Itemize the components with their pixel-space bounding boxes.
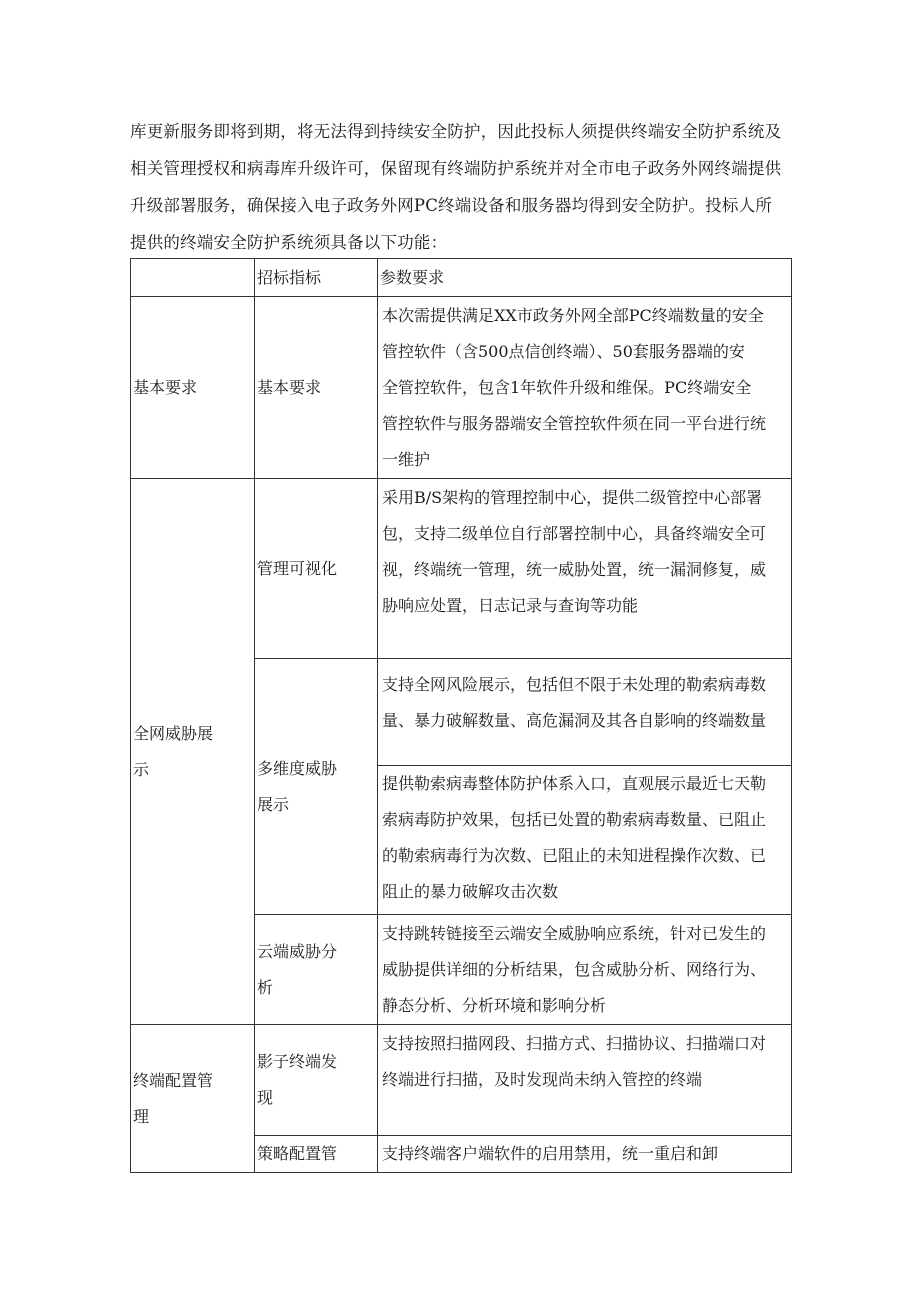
requirement-line: 提供勒索病毒整体防护体系入口，直观展示最近七天勒: [382, 774, 767, 793]
indicator-cell: [255, 915, 378, 1025]
indicator-line: 现: [257, 1088, 274, 1107]
requirement-line: 管控软件与服务器端安全管控软件须在同一平台进行统: [382, 414, 767, 433]
category-line: 终端配置管: [133, 1070, 214, 1090]
table-row: [131, 1025, 792, 1136]
intro-line: 提供的终端安全防护系统须具备以下功能：: [130, 233, 448, 252]
indicator-cell: [255, 659, 378, 915]
requirement-line: 索病毒防护效果，包括已处置的勒索病毒数量、已阻止: [382, 810, 767, 829]
requirement-line: 终端进行扫描，及时发现尚未纳入管控的终端: [382, 1070, 703, 1089]
requirement-cell: [378, 659, 792, 766]
intro-line: 相关管理授权和病毒库升级许可，保留现有终端防护系统并对全市电子政务外网终端提供: [130, 159, 782, 178]
intro-paragraph: [130, 113, 795, 261]
header-indicator: 招标指标: [255, 259, 378, 297]
requirement-line: 全管控软件，包含1年软件升级和维保。PC终端安全: [382, 378, 752, 397]
requirement-line: 的勒索病毒行为次数、已阻止的未知进程操作次数、已: [382, 846, 767, 865]
indicator-cell: 基本要求: [255, 297, 378, 479]
requirements-table: [130, 258, 792, 1173]
requirement-cell: [378, 1025, 792, 1136]
header-requirement: 参数要求: [378, 259, 792, 297]
requirement-cell: [378, 915, 792, 1025]
requirement-line: 视，终端统一管理，统一威胁处置，统一漏洞修复，威: [382, 560, 767, 579]
requirement-cell: [378, 297, 792, 479]
requirement-line: 支持跳转链接至云端安全威胁响应系统，针对已发生的: [382, 924, 767, 943]
requirement-line: 胁响应处置，日志记录与查询等功能: [382, 596, 639, 615]
intro-line: 库更新服务即将到期，将无法得到持续安全防护，因此投标人须提供终端安全防护系统及: [130, 122, 782, 141]
requirement-line: 威胁提供详细的分析结果，包含威胁分析、网络行为、: [382, 960, 767, 979]
requirement-cell: [378, 1136, 792, 1173]
indicator-line: 多维度威胁: [257, 758, 338, 778]
table-header-row: [131, 259, 792, 297]
indicator-line: 展示: [257, 794, 290, 814]
indicator-line: 云端威胁分: [257, 941, 338, 961]
requirement-cell: [378, 766, 792, 915]
indicator-cell: 管理可视化: [255, 479, 378, 659]
indicator-line: 析: [257, 977, 274, 997]
indicator-cell: [255, 1025, 378, 1136]
requirement-cell: [378, 479, 792, 659]
requirement-line: 包，支持二级单位自行部署控制中心，具备终端安全可: [382, 524, 767, 543]
table-row: [131, 297, 792, 479]
category-cell: [131, 479, 255, 1025]
requirement-line: 支持按照扫描网段、扫描方式、扫描协议、扫描端口对: [382, 1034, 767, 1053]
requirement-line: 管控软件（含500点信创终端）、50套服务器端的安: [382, 342, 745, 361]
category-line: 示: [133, 759, 150, 779]
requirement-line: 采用B/S架构的管理控制中心，提供二级管控中心部署: [382, 488, 763, 507]
category-cell: [131, 1025, 255, 1173]
header-empty-cell: [131, 259, 255, 297]
category-line: 全网威胁展: [133, 723, 214, 743]
requirement-line: 本次需提供满足XX市政务外网全部PC终端数量的安全: [382, 306, 764, 325]
requirement-line: 静态分析、分析环境和影响分析: [382, 996, 607, 1015]
requirement-line: 支持终端客户端软件的启用禁用，统一重启和卸: [382, 1144, 719, 1163]
requirement-line: 支持全网风险展示，包括但不限于未处理的勒索病毒数: [382, 675, 767, 694]
intro-line: 升级部署服务，确保接入电子政务外网PC终端设备和服务器均得到安全防护。投标人所: [130, 196, 773, 215]
requirement-line: 阻止的暴力破解攻击次数: [382, 882, 559, 901]
category-line: 理: [133, 1106, 150, 1126]
requirement-line: 一维护: [382, 450, 431, 469]
requirement-line: 量、暴力破解数量、高危漏洞及其各自影响的终端数量: [382, 711, 767, 730]
indicator-line: 影子终端发: [257, 1052, 338, 1071]
category-cell: 基本要求: [131, 297, 255, 479]
table-row: [131, 479, 792, 659]
indicator-cell: 策略配置管: [255, 1136, 378, 1173]
